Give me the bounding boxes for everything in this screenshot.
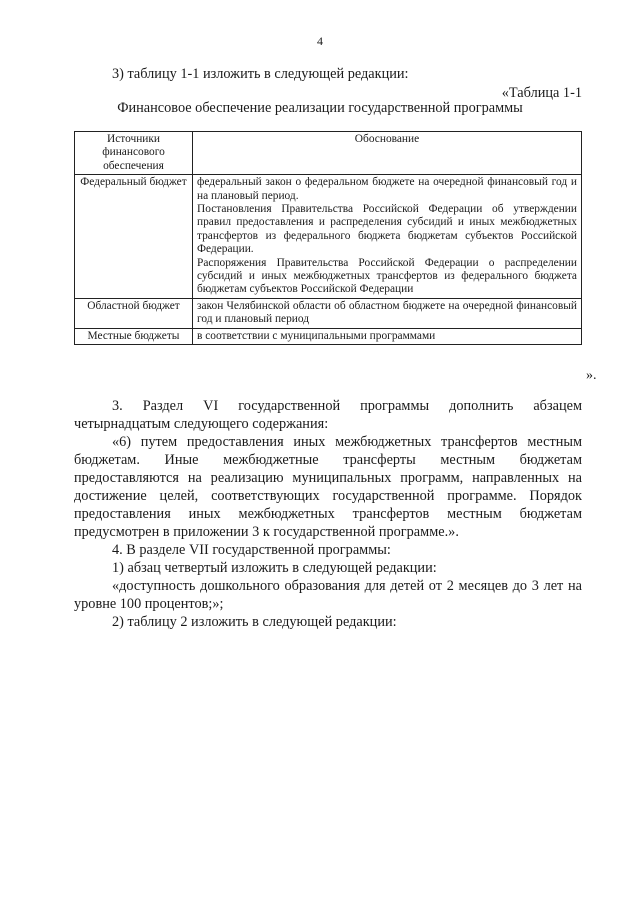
accessibility-paragraph: «доступность дошкольного образования для детей от 2 месяцев до 3 лет на уровне 100 процентов;»; — [74, 578, 582, 612]
financing-table — [74, 131, 582, 345]
section4-heading: 4. В разделе VII государственной программы: — [112, 542, 391, 558]
item2: 2) таблицу 2 изложить в следующей редакции: — [112, 614, 397, 630]
item1: 1) абзац четвертый изложить в следующей редакции: — [112, 560, 437, 576]
section3-paragraph: 3. Раздел VI государственной программы дополнить абзацем четырнадцатым следующего содержания: — [74, 398, 582, 432]
federal-basis-resolutions: Постановления Правительства Российской Федерации об утверждении правил предоставления и распределения субсидий и иных межбюджетных трансфертов из федерального бюджета бюджетам субъектов Российской Федерации. — [197, 203, 577, 256]
table-row — [75, 175, 582, 299]
table-label: «Таблица 1-1 — [501, 85, 582, 101]
table-closing-mark: ». — [586, 368, 597, 383]
regional-basis-law: закон Челябинской области об областном бюджете на очередной финансовый год и плановый период — [197, 299, 577, 326]
page-number: 4 — [317, 34, 323, 48]
table-header-row — [75, 132, 582, 175]
table-title: Финансовое обеспечение реализации государственной программы — [117, 100, 523, 116]
row-local-basis — [193, 328, 582, 344]
table-row — [75, 328, 582, 344]
row-regional-basis — [193, 298, 582, 328]
local-basis-programs: в соответствии с муниципальными программами — [197, 329, 436, 342]
row-federal-basis — [193, 175, 582, 299]
table-row — [75, 298, 582, 328]
row-federal-source: Федеральный бюджет — [75, 175, 193, 299]
quote-paragraph: «6) путем предоставления иных межбюджетных трансфертов местным бюджетам. Иные межбюджетные трансферты местным бюджетам предоставляются на реализацию муниципальных программ, направленных на достижение целей, соответствующих государственной программе. Порядок предоставления иных межбюджетных трансфертов местным бюджетам предусмотрен в приложении 3 к государственной программе.». — [74, 434, 582, 540]
header-basis: Обоснование — [193, 132, 582, 175]
federal-basis-orders: Распоряжения Правительства Российской Федерации о распределении субсидий и иных межбюджетных трансфертов из федерального бюджета бюджетам субъектов Российской Федерации — [197, 256, 577, 296]
item3-intro: 3) таблицу 1-1 изложить в следующей редакции: — [112, 66, 409, 82]
row-local-source: Местные бюджеты — [75, 328, 193, 344]
header-sources: Источники финансового обеспечения — [75, 132, 193, 175]
federal-basis-law: федеральный закон о федеральном бюджете на очередной финансовый год и на плановый период. — [197, 176, 577, 202]
row-regional-source: Областной бюджет — [75, 298, 193, 328]
